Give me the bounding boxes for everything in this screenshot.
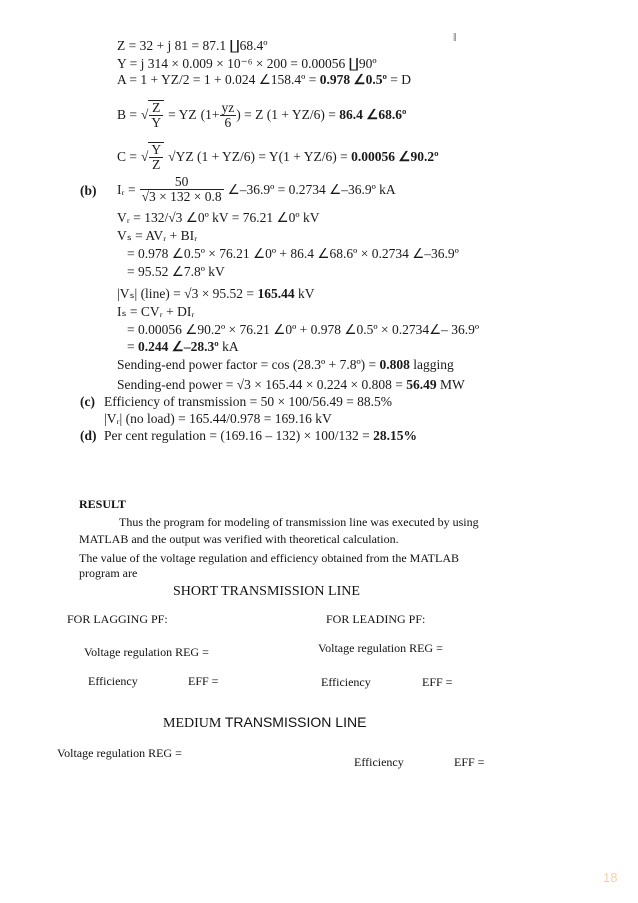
result-para1-line2: MATLAB and the output was verified with theoretical calculation. (79, 532, 399, 546)
equation-pf-result: 0.808 (379, 357, 410, 372)
equation-ir (117, 175, 396, 204)
equation-vr-noload: |Vᵣ| (no load) = 165.44/0.978 = 169.16 kV (104, 411, 332, 426)
leading-eff-label: Efficiency (321, 675, 371, 689)
equation-vs-3: = 95.52 ∠7.8º kV (127, 264, 225, 279)
header-mark: ‖ (453, 30, 457, 44)
equation-regulation (104, 428, 417, 444)
medium-line-title-part1: MEDIUM (163, 716, 225, 731)
equation-vs-abs-pre: |Vₛ| (line) = √3 × 95.52 = (117, 286, 258, 301)
equation-regulation-result: 28.15% (373, 428, 418, 443)
equation-b-paren-pre: (1+ (200, 107, 220, 123)
equation-z: Z = 32 + j 81 = 87.1 ∐68.4º (117, 38, 268, 53)
short-line-title: SHORT TRANSMISSION LINE (173, 584, 360, 599)
equation-is-2: = 0.00056 ∠90.2º × 76.21 ∠0º + 0.978 ∠0.5º × 0.2734∠– 36.9º (127, 322, 480, 337)
frac-num: yz (221, 99, 235, 115)
leading-reg: Voltage regulation REG = (318, 641, 443, 655)
equation-b-rest: ) = Z (1 + YZ/6) = (236, 107, 340, 123)
frac-num: Z (149, 101, 163, 116)
equation-vs-abs (117, 286, 314, 302)
frac-den: Z (152, 157, 161, 173)
page-number: 18 (603, 870, 618, 885)
result-heading: RESULT (79, 497, 126, 511)
equation-c-mid: √YZ (1 + YZ/6) = Y(1 + YZ/6) = (168, 149, 352, 165)
medium-eff-label: Efficiency (354, 755, 404, 769)
equation-power-post: MW (436, 377, 465, 392)
frac-den: Y (151, 115, 162, 131)
equation-efficiency: Efficiency of transmission = 50 × 100/56.49 = 88.5% (104, 394, 393, 409)
result-para2-line1: The value of the voltage regulation and efficiency obtained from the MATLAB (79, 551, 459, 565)
equation-vs-abs-post: kV (294, 286, 315, 301)
frac-den: √3 × 132 × 0.8 (141, 189, 222, 205)
equation-regulation-pre: Per cent regulation = (169.16 – 132) × 100/132 = (104, 428, 374, 443)
equation-a-result: 0.978 ∠0.5º (319, 72, 387, 87)
frac-den: 6 (224, 114, 232, 130)
part-b-label: (b) (80, 183, 97, 198)
equation-a-pre: A = 1 + YZ/2 = 1 + 0.024 ∠158.4º = (117, 72, 320, 87)
frac-num: Y (151, 142, 162, 157)
lagging-eff-label: Efficiency (88, 674, 138, 688)
frac-ir (140, 175, 224, 204)
equation-is: Iₛ = CVᵣ + DIᵣ (117, 304, 195, 319)
equation-b-prefix: B = (117, 107, 137, 123)
medium-reg: Voltage regulation REG = (57, 746, 182, 760)
equation-vs-2: = 0.978 ∠0.5º × 76.21 ∠0º + 86.4 ∠68.6º × 0.2734 ∠–36.9º (127, 246, 459, 261)
sqrt-yz: √ $\frac{Y}{Z}$ (141, 142, 164, 172)
equation-is-3-post: kA (218, 339, 239, 354)
lagging-pf-label: FOR LAGGING PF: (67, 612, 168, 626)
equation-y: Y = j 314 × 0.009 × 10⁻⁶ × 200 = 0.00056 ∐90º (117, 56, 377, 71)
equation-c-prefix: C = (117, 149, 137, 165)
equation-b-mid: = YZ (168, 107, 197, 123)
part-c-label: (c) (80, 394, 95, 409)
equation-power-result: 56.49 (406, 377, 437, 392)
lagging-eff-eq: EFF = (188, 674, 219, 688)
equation-b (117, 100, 406, 130)
medium-eff-eq: EFF = (454, 755, 485, 769)
part-d-label: (d) (80, 428, 97, 443)
equation-pf-pre: Sending-end power factor = cos (28.3º + 7.8º) = (117, 357, 380, 372)
equation-a-post: = D (386, 72, 412, 87)
lagging-reg: Voltage regulation REG = (84, 645, 209, 659)
result-para2-line2: program are (79, 566, 138, 580)
equation-vs-abs-result: 165.44 (257, 286, 295, 301)
equation-ir-rest: ∠–36.9º = 0.2734 ∠–36.9º kA (227, 181, 396, 197)
medium-line-title (163, 714, 366, 732)
medium-line-title-part2: TRANSMISSION LINE (224, 714, 367, 730)
result-para1-line1: Thus the program for modeling of transmission line was executed by using (119, 515, 479, 529)
equation-b-result: 86.4 ∠68.6º (339, 107, 407, 123)
equation-power-pre: Sending-end power = √3 × 165.44 × 0.224 × 0.808 = (117, 377, 407, 392)
leading-pf-label: FOR LEADING PF: (326, 612, 426, 626)
equation-power (117, 377, 465, 393)
frac-yz-6 (220, 101, 237, 130)
equation-c (117, 142, 439, 172)
equation-ir-prefix: Iᵣ = (117, 181, 136, 197)
sqrt-zy: √ $\frac{Z}{Y}$ (141, 100, 164, 130)
equation-pf-post: lagging (409, 357, 454, 372)
equation-vr: Vᵣ = 132/√3 ∠0º kV = 76.21 ∠0º kV (117, 210, 320, 225)
equation-vs: Vₛ = AVᵣ + BIᵣ (117, 228, 198, 243)
leading-eff-eq: EFF = (422, 675, 453, 689)
equation-is-3 (127, 339, 239, 355)
equation-c-result: 0.00056 ∠90.2º (351, 149, 439, 165)
equation-a (117, 72, 411, 88)
equation-is-3-pre: = (127, 339, 138, 354)
equation-is-3-result: 0.244 ∠–28.3º (138, 339, 219, 354)
equation-pf (117, 357, 454, 373)
frac-num: 50 (140, 175, 224, 190)
